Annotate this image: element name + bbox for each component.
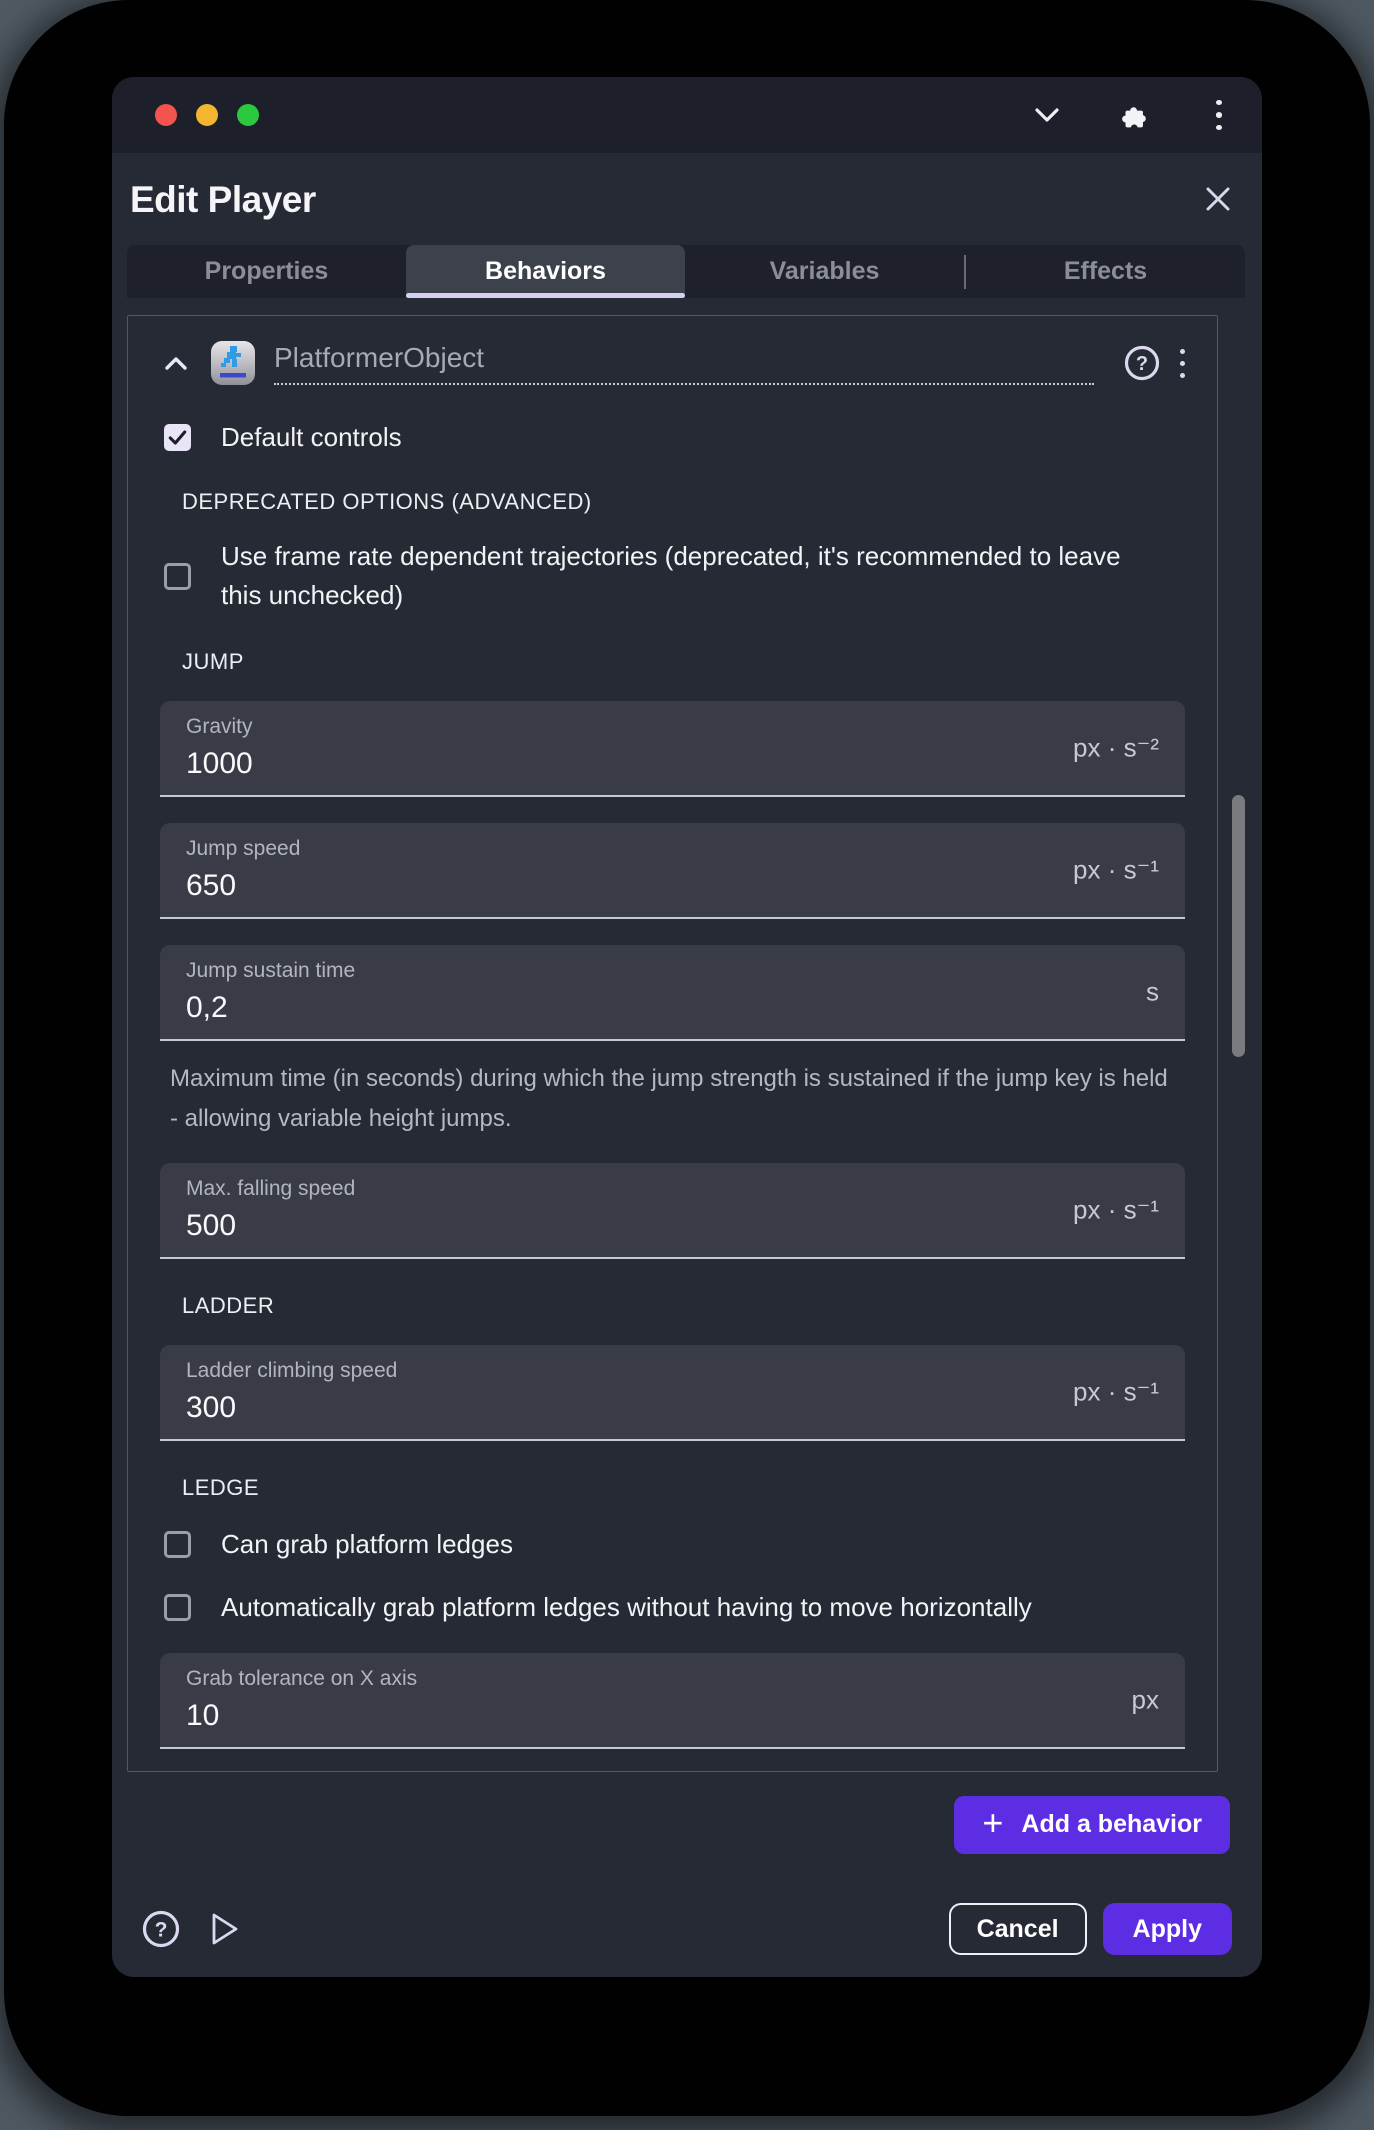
help-circle-icon[interactable]: [140, 1908, 182, 1950]
grab-tolerance-field[interactable]: [160, 1653, 1185, 1749]
grab-tolerance-label: Grab tolerance on X axis: [186, 1666, 418, 1690]
add-behavior-label: Add a behavior: [1021, 1810, 1202, 1839]
default-controls-label: Default controls: [221, 422, 402, 452]
auto-grab-ledges-label: Automatically grab platform ledges without having to move horizontally: [221, 1591, 1032, 1622]
tab-bar: [127, 245, 1245, 298]
page-title: Edit Player: [130, 179, 316, 220]
tab-behaviors[interactable]: Behaviors: [406, 245, 685, 298]
behavior-panel: [127, 315, 1218, 1772]
max-falling-speed-field[interactable]: [160, 1163, 1185, 1259]
chevron-down-icon[interactable]: [1032, 100, 1062, 130]
platformer-behavior-icon: [210, 340, 256, 386]
svg-text:?: ?: [1135, 353, 1149, 375]
can-grab-ledges-label: Can grab platform ledges: [221, 1528, 513, 1559]
close-window-light[interactable]: [155, 104, 177, 126]
puzzle-extension-icon[interactable]: [1118, 100, 1148, 130]
jump-speed-value[interactable]: 650: [186, 869, 237, 902]
plus-icon: +: [982, 1802, 1004, 1844]
minimize-window-light[interactable]: [196, 104, 218, 126]
auto-grab-ledges-checkbox[interactable]: [164, 1594, 191, 1621]
jump-sustain-helper-text: Maximum time (in seconds) during which the jump strength is sustained if the jump key is held - allowing variable height jumps.: [170, 1065, 1168, 1132]
close-icon[interactable]: [1204, 185, 1232, 218]
default-controls-checkbox[interactable]: [164, 424, 191, 451]
ladder-climbing-speed-field[interactable]: [160, 1345, 1185, 1441]
svg-text:?: ?: [154, 1918, 168, 1942]
tab-effects[interactable]: Effects: [1063, 257, 1148, 285]
dialog-footer: [112, 1901, 1262, 1977]
collapse-chevron-up-icon[interactable]: [160, 347, 192, 379]
jump-speed-unit: px · s⁻¹: [1073, 854, 1159, 885]
add-behavior-button[interactable]: [954, 1796, 1230, 1854]
behavior-name-field[interactable]: PlatformerObject: [274, 342, 1094, 385]
section-title-ladder: LADDER: [182, 1292, 275, 1318]
grab-tolerance-value[interactable]: 10: [186, 1698, 220, 1732]
section-title-jump: JUMP: [182, 649, 244, 674]
window-titlebar: [112, 77, 1262, 153]
jump-sustain-unit: s: [1146, 976, 1159, 1007]
play-icon[interactable]: [210, 1912, 240, 1946]
deprecated-section-title: DEPRECATED OPTIONS (ADVANCED): [182, 489, 592, 514]
framerate-trajectories-checkbox[interactable]: [164, 563, 191, 590]
max-falling-speed-value[interactable]: 500: [186, 1208, 237, 1242]
apply-button[interactable]: Apply: [1103, 1903, 1232, 1955]
grab-tolerance-unit: px: [1131, 1684, 1159, 1715]
gravity-field[interactable]: [160, 701, 1185, 797]
tab-properties[interactable]: Properties: [204, 257, 329, 285]
jump-sustain-value[interactable]: 0,2: [186, 991, 228, 1024]
framerate-trajectories-label: Use frame rate dependent trajectories (deprecated, it's recommended to leave this unchecked): [221, 541, 1121, 610]
ladder-climbing-speed-label: Ladder climbing speed: [186, 1358, 398, 1382]
behavior-help-icon[interactable]: [1122, 343, 1162, 383]
section-title-ledge: LEDGE: [182, 1474, 260, 1500]
tab-variables[interactable]: Variables: [769, 257, 880, 285]
titlebar-kebab-menu-icon[interactable]: [1204, 100, 1234, 130]
jump-sustain-label: Jump sustain time: [186, 959, 356, 982]
gravity-unit: px · s⁻²: [1073, 732, 1159, 763]
scrollbar-thumb[interactable]: [1232, 795, 1245, 1057]
traffic-lights: [155, 104, 259, 126]
gravity-label: Gravity: [186, 715, 253, 738]
ladder-climbing-speed-unit: px · s⁻¹: [1073, 1376, 1159, 1407]
can-grab-ledges-checkbox[interactable]: [164, 1531, 191, 1558]
cancel-button[interactable]: Cancel: [949, 1903, 1087, 1955]
jump-speed-label: Jump speed: [186, 837, 301, 860]
max-falling-speed-label: Max. falling speed: [186, 1176, 356, 1200]
behavior-kebab-menu-icon[interactable]: [1180, 349, 1185, 378]
ladder-climbing-speed-value[interactable]: 300: [186, 1390, 237, 1424]
max-falling-speed-unit: px · s⁻¹: [1073, 1194, 1159, 1225]
edit-player-window: [112, 77, 1262, 1977]
zoom-window-light[interactable]: [237, 104, 259, 126]
gravity-value[interactable]: 1000: [186, 747, 253, 780]
jump-sustain-field[interactable]: [160, 945, 1185, 1041]
jump-speed-field[interactable]: [160, 823, 1185, 919]
